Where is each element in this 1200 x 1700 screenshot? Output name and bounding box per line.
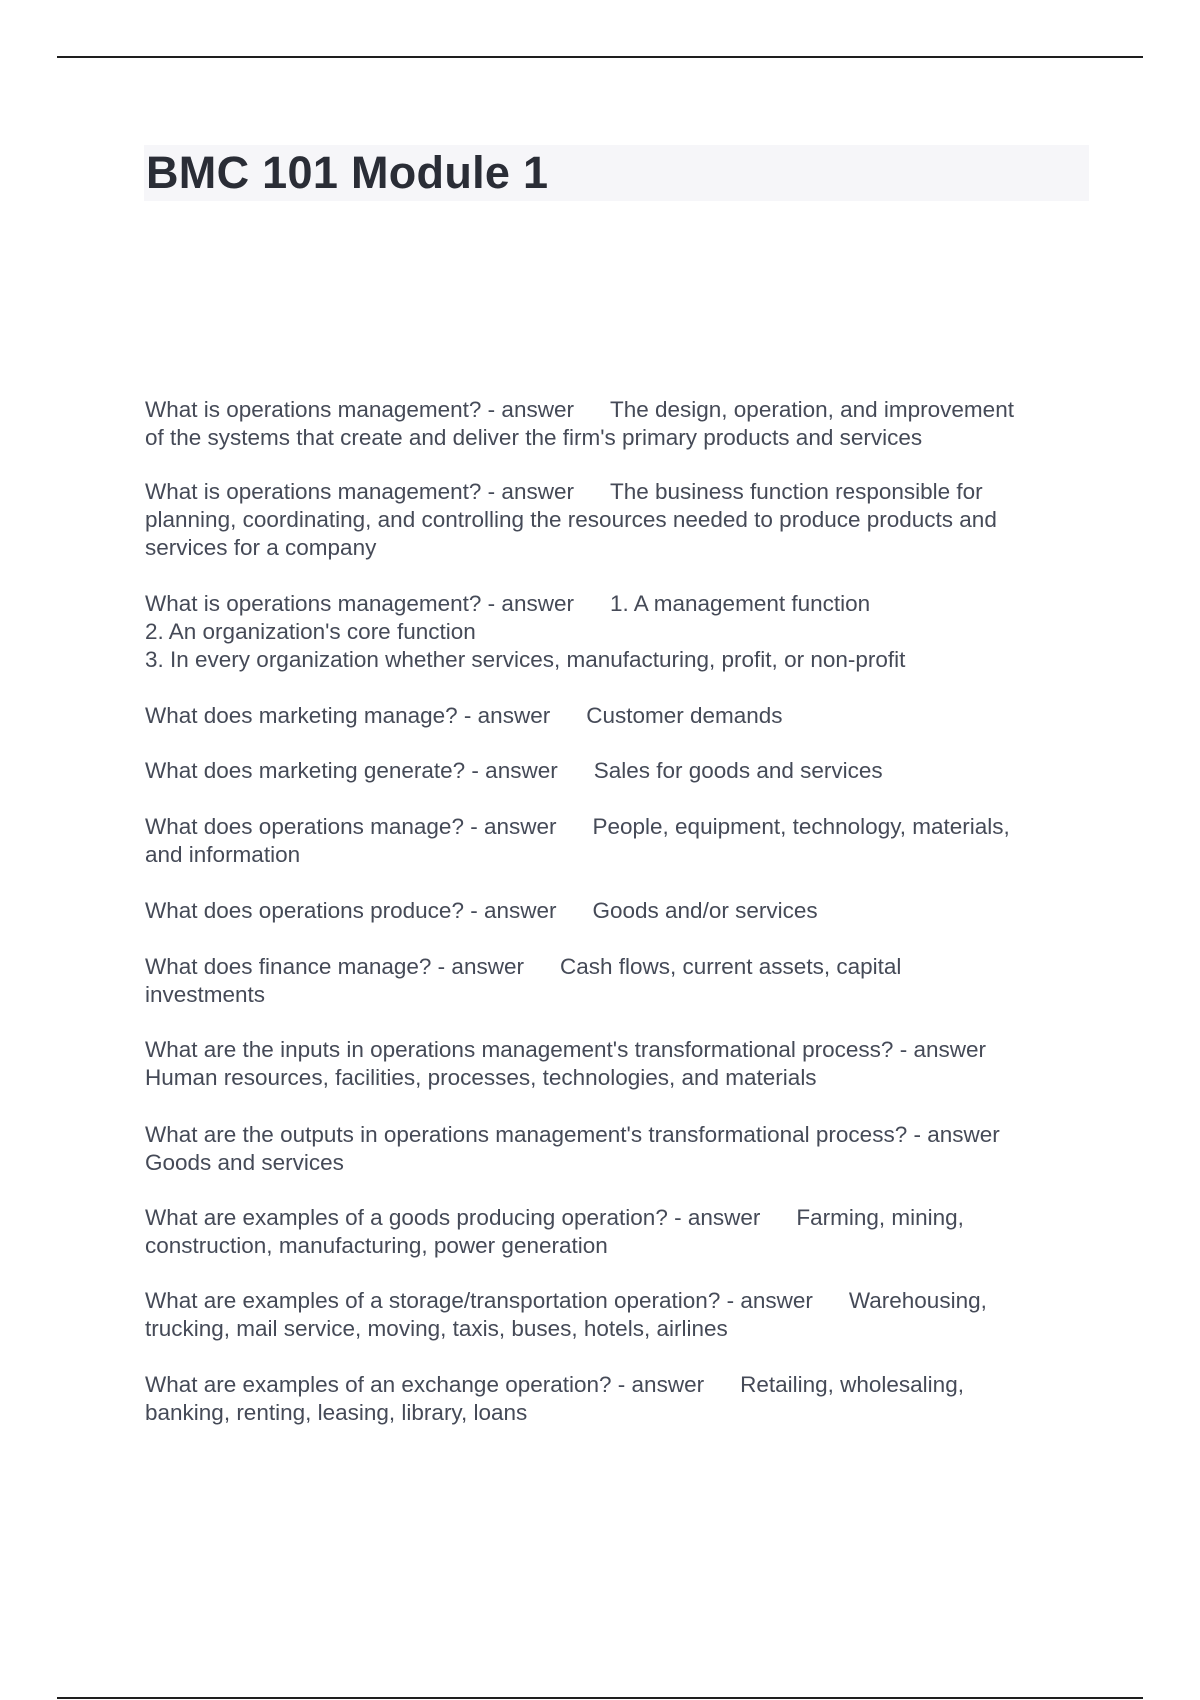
qa-question: What are examples of a goods producing operation? - answer (145, 1205, 761, 1230)
qa-answer: Goods and services (145, 1150, 344, 1175)
qa-item (145, 396, 1014, 452)
qa-question: What are examples of a storage/transportation operation? - answer (145, 1288, 813, 1313)
qa-answer: Retailing, wholesaling, banking, renting, leasing, library, loans (145, 1372, 964, 1425)
qa-question: What does marketing manage? - answer (145, 703, 551, 728)
qa-answer: 1. A management function 2. An organization's core function 3. In every organization whether services, manufacturing, profit, or non-profit (145, 591, 906, 672)
qa-question: What does operations manage? - answer (145, 814, 557, 839)
bottom-rule (57, 1697, 1143, 1699)
qa-question: What are the inputs in operations management's transformational process? - answer (145, 1037, 986, 1062)
qa-answer: Cash flows, current assets, capital investments (145, 954, 902, 1007)
qa-answer: Sales for goods and services (593, 758, 883, 783)
qa-answer: The design, operation, and improvement of the systems that create and deliver the firm's primary products and services (145, 397, 1014, 450)
qa-question: What are the outputs in operations management's transformational process? - answer (145, 1122, 1000, 1147)
qa-item (145, 953, 901, 1009)
qa-question: What does finance manage? - answer (145, 954, 524, 979)
qa-answer: Farming, mining, construction, manufacturing, power generation (145, 1205, 964, 1258)
qa-question: What is operations management? - answer (145, 397, 574, 422)
qa-item (145, 1204, 964, 1260)
top-rule (57, 56, 1143, 58)
qa-answer: Customer demands (586, 703, 783, 728)
qa-item (145, 1371, 964, 1427)
qa-item (145, 757, 883, 785)
qa-answer: Warehousing, trucking, mail service, moving, taxis, buses, hotels, airlines (145, 1288, 987, 1341)
qa-item (145, 478, 997, 562)
qa-question: What does marketing generate? - answer (145, 758, 558, 783)
qa-answer: People, equipment, technology, materials, and information (145, 814, 1010, 867)
qa-item (145, 702, 783, 730)
qa-question: What does operations produce? - answer (145, 898, 557, 923)
qa-item (145, 1287, 987, 1343)
qa-answer: Goods and/or services (592, 898, 818, 923)
qa-item (145, 590, 905, 674)
qa-item (145, 1121, 1000, 1177)
qa-answer: The business function responsible for planning, coordinating, and controlling the resources needed to produce products and services for a company (145, 479, 997, 560)
qa-item (145, 1036, 986, 1092)
qa-answer: Human resources, facilities, processes, technologies, and materials (145, 1065, 817, 1090)
qa-question: What is operations management? - answer (145, 591, 574, 616)
qa-question: What is operations management? - answer (145, 479, 574, 504)
qa-question: What are examples of an exchange operation? - answer (145, 1372, 705, 1397)
qa-item (145, 813, 1010, 869)
document-title: BMC 101 Module 1 (146, 147, 549, 198)
qa-item (145, 897, 818, 925)
